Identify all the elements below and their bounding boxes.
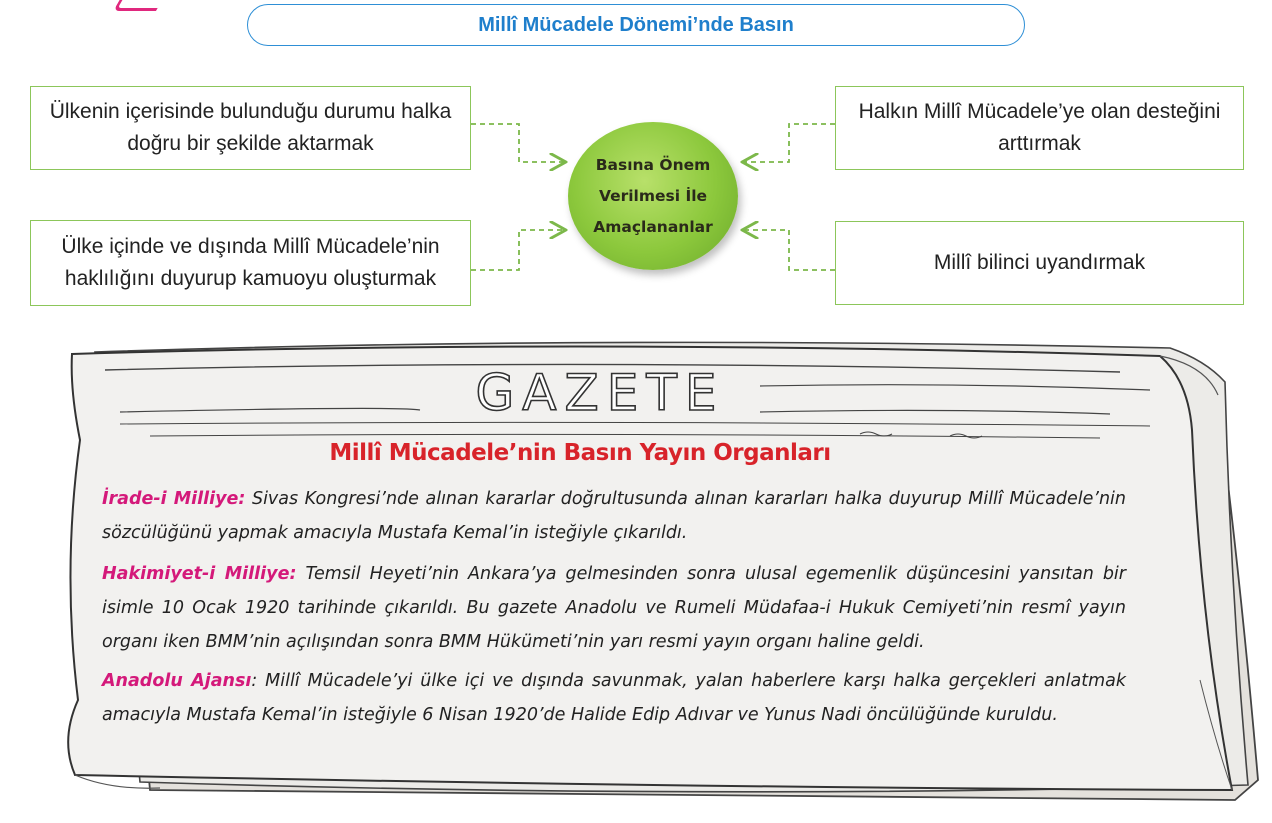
goal-text: Ülkenin içerisinde bulunduğu durumu halka doğru bir şekilde aktarmak bbox=[49, 100, 452, 155]
goal-text: Ülke içinde ve dışında Millî Mücadele’nin haklılığını duyurup kamuoyu oluşturmak bbox=[61, 235, 440, 290]
connector-bottom-left bbox=[471, 230, 564, 270]
newspaper-masthead: GAZETE bbox=[475, 364, 725, 422]
connector-top-left bbox=[471, 124, 564, 162]
center-concept-text: Basına Önem Verilmesi İle Amaçlananlar bbox=[593, 155, 713, 236]
goal-box-bottom-right bbox=[835, 221, 1244, 305]
item-term: İrade-i Milliye: bbox=[102, 489, 246, 509]
newspaper-item-irade bbox=[102, 482, 1126, 550]
goal-box-top-left bbox=[30, 86, 471, 170]
goal-box-top-right bbox=[835, 86, 1244, 170]
connector-bottom-right bbox=[744, 230, 835, 270]
goal-box-bottom-left bbox=[30, 220, 471, 306]
newspaper-heading: Millî Mücadele’nin Basın Yayın Organları bbox=[329, 440, 831, 466]
item-text: Sivas Kongresi’nde alınan kararlar doğrultusunda alınan kararları halka duyurup Millî Mücadele’nin sözcülüğünü yapmak amacıyla Mustafa Kemal’in isteğiyle çıkarıldı. bbox=[102, 489, 1126, 543]
item-text: Temsil Heyeti’nin Ankara’ya gelmesinden sonra ulusal egemenlik düşüncesini yansıtan bir isimle 10 Ocak 1920 tarihinde çıkarıldı. Bu gazete Anadolu ve Rumeli Müdafaa-i Hukuk Cemiyeti’nin resmî yayın organı iken BMM’nin açılışından sonra BMM Hükümeti’nin yarı resmi yayın organı haline geldi. bbox=[102, 564, 1126, 652]
goal-text: Halkın Millî Mücadele’ye olan desteğini arttırmak bbox=[858, 100, 1221, 155]
connector-top-right bbox=[744, 124, 835, 162]
item-term: Anadolu Ajansı bbox=[102, 671, 252, 691]
newspaper-item-hakimiyet bbox=[102, 557, 1126, 659]
item-term: Hakimiyet-i Milliye: bbox=[102, 564, 297, 584]
item-text: : Millî Mücadele’yi ülke içi ve dışında savunmak, yalan haberlere karşı halka gerçekleri anlatmak amacıyla Mustafa Kemal’in isteğiyle 6 Nisan 1920’de Halide Edip Adıvar ve Yunus Nadi öncülüğünde kuruldu. bbox=[102, 671, 1126, 725]
newspaper-item-anadolu bbox=[102, 664, 1126, 732]
goal-text: Millî bilinci uyandırmak bbox=[933, 251, 1146, 274]
center-concept-circle bbox=[568, 122, 738, 270]
page-title-text: Millî Mücadele Dönemi’nde Basın bbox=[478, 13, 794, 36]
